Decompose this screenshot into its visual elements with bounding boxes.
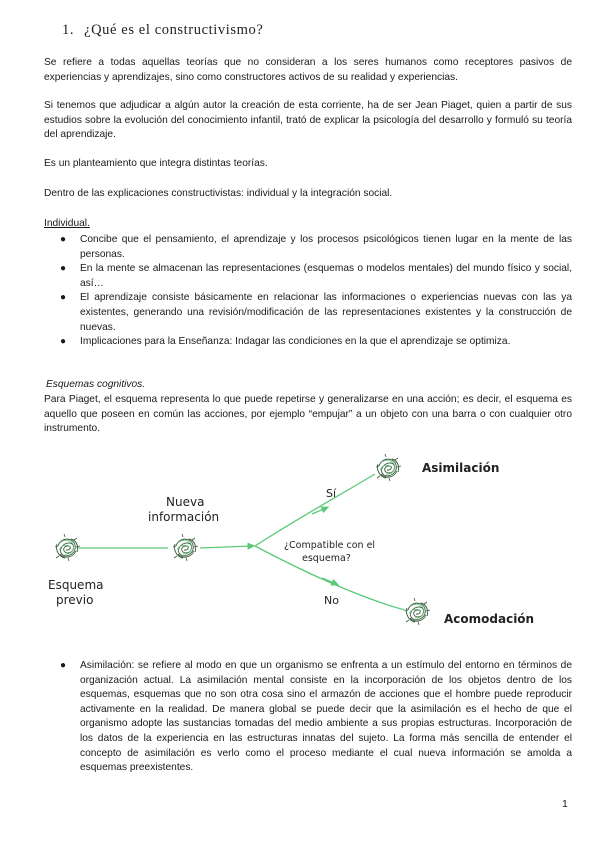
bullet-icon: ● bbox=[60, 660, 67, 671]
arrow-to-asimilacion bbox=[255, 474, 375, 546]
paragraph-esquemas: Para Piaget, el esquema representa lo que puede repetirse y generalizarse en una acción; es decir, el esquema es aquello que poseen en común las acciones, por ejemplo “empujar” a un objeto con una barra o con cualquier otro instrumento. bbox=[44, 394, 572, 435]
esquema-label-line1: Esquema bbox=[48, 578, 104, 592]
list-item: ● Implicaciones para la Enseñanza: Indagar las condiciones en la que el aprendizaje se optimiza. bbox=[44, 335, 572, 350]
question-label-line2: esquema? bbox=[302, 553, 351, 564]
paragraph-piaget: Si tenemos que adjudicar a algún autor la creación de esta corriente, ha de ser Jean Piaget, quien a partir de sus estudios sobre la evolución del conocimiento infantil, trató de explicar la psicología del desarrollo y formuló su teoría del aprendizaje. bbox=[44, 100, 572, 141]
list-item: ● Asimilación: se refiere al modo en que un organismo se enfrenta a un estímulo del entorno en términos de organización actual. La asimilación mental consiste en la incorporación de los objetos dentro de los esquemas, esquemas que no son otra cosa sino el armazón de acciones que el hombre puede reproducir activamente en la realidad. De manera global se puede decir que la asimilación es el hecho de que el organismo adopte las sustancias tomadas del medio ambiente a sus propias estructuras. Incorporación de los datos de la experiencia en las estructuras innatas del sujeto. La forma más sencilla de entender el concepto de asimilación es verlo como el proceso mediante el cual nueva información se amolda a esquemas preexistentes. bbox=[60, 660, 572, 774]
individual-list bbox=[44, 233, 572, 350]
nueva-node-icon bbox=[173, 534, 198, 561]
bullet-icon: ● bbox=[60, 234, 67, 245]
paragraph-explanations: Dentro de las explicaciones constructivistas: individual y la integración social. bbox=[44, 188, 393, 199]
page-number: 1 bbox=[562, 798, 568, 810]
page-title bbox=[62, 22, 263, 39]
arrowhead-no bbox=[322, 578, 336, 584]
acomodacion-label: Acomodación bbox=[444, 612, 535, 626]
si-label: Sí bbox=[326, 487, 337, 500]
esquema-node-icon bbox=[55, 534, 80, 561]
individual-heading: Individual. bbox=[44, 218, 90, 229]
esquemas-heading: Esquemas cognitivos. bbox=[46, 379, 146, 390]
no-label: No bbox=[324, 594, 339, 607]
acomodacion-node-icon bbox=[405, 598, 430, 625]
title-number: 1. bbox=[62, 22, 75, 38]
arrowhead-si bbox=[312, 508, 326, 514]
asimilacion-list bbox=[44, 659, 572, 776]
bullet-icon: ● bbox=[60, 263, 67, 275]
schema-diagram bbox=[40, 440, 560, 640]
nueva-label-line2: información bbox=[148, 510, 220, 524]
paragraph-theories: Es un planteamiento que integra distintas teorías. bbox=[44, 158, 268, 169]
title-text: ¿Qué es el constructivismo? bbox=[84, 22, 264, 38]
list-item: ● El aprendizaje consiste básicamente en relacionar las informaciones o experiencias nuevas con las ya existentes, generando una revisión/modificación de las representaciones existentes y la construcción de nuevas. bbox=[60, 292, 572, 333]
arrow-nueva-to-question bbox=[200, 546, 252, 548]
asimilacion-label: Asimilación bbox=[422, 461, 500, 475]
question-label-line1: ¿Compatible con el bbox=[284, 540, 376, 551]
list-item: ● Concibe que el pensamiento, el aprendizaje y los procesos psicológicos tienen lugar en la mente de las personas. bbox=[60, 234, 572, 260]
paragraph-definition: Se refiere a todas aquellas teorías que no consideran a los seres humanos como receptores pasivos de experiencias y aprendizajes, sino como constructores activos de su realidad y experiencias. bbox=[44, 57, 572, 83]
nueva-label-line1: Nueva bbox=[166, 495, 205, 509]
list-item: ● En la mente se almacenan las representaciones (esquemas o modelos mentales) del mundo físico y social, así… bbox=[60, 263, 572, 289]
asimilacion-node-icon bbox=[376, 454, 401, 481]
esquema-label-line2: previo bbox=[56, 593, 94, 607]
bullet-icon: ● bbox=[60, 336, 67, 348]
bullet-icon: ● bbox=[60, 292, 67, 304]
